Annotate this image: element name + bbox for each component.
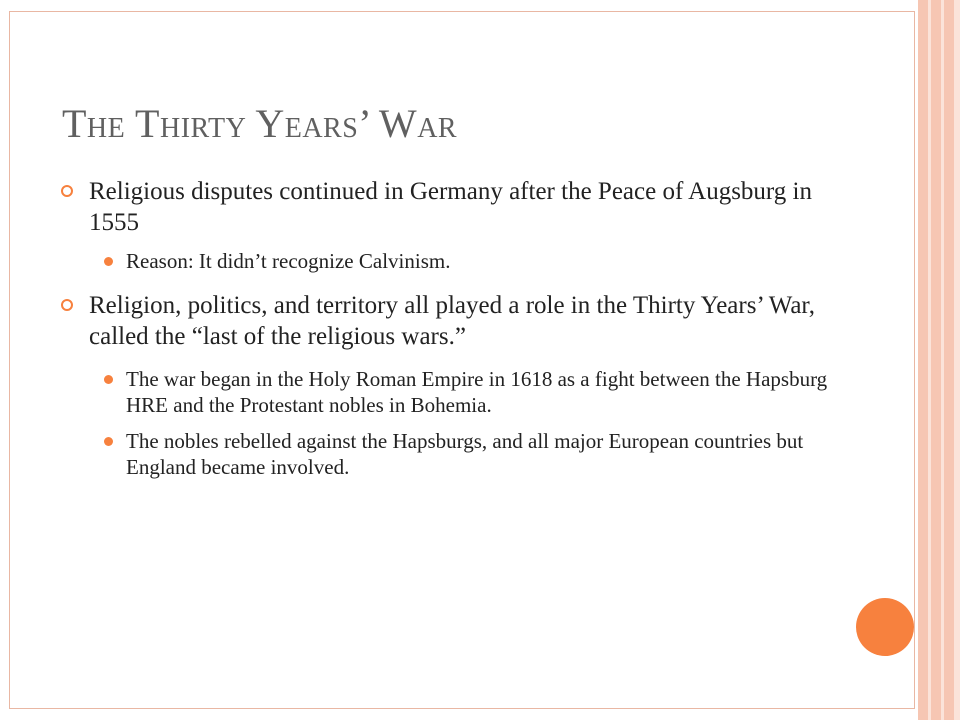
bullet-item <box>60 290 840 352</box>
sub-bullet-text: The nobles rebelled against the Hapsburgs, and all major European countries but England became involved. <box>126 429 804 479</box>
sub-bullet-text: The war began in the Holy Roman Empire in 1618 as a fight between the Hapsburg HRE and the Protestant nobles in Bohemia. <box>126 367 828 417</box>
slide-title: The Thirty Years’ War <box>62 101 458 146</box>
dot-bullet-icon <box>104 375 113 384</box>
accent-circle-icon <box>856 598 914 656</box>
sub-bullet-text: Reason: It didn’t recognize Calvinism. <box>126 249 451 273</box>
dot-bullet-icon <box>104 257 113 266</box>
dot-bullet-icon <box>104 437 113 446</box>
sub-bullet-item <box>60 248 840 274</box>
ring-bullet-icon <box>61 185 73 197</box>
decorative-stripe <box>918 0 928 720</box>
ring-bullet-icon <box>61 299 73 311</box>
decorative-stripe <box>931 0 941 720</box>
sub-bullet-item <box>60 428 840 480</box>
bullet-item <box>60 176 840 238</box>
decorative-stripe <box>954 0 960 720</box>
decorative-stripe <box>944 0 954 720</box>
bullet-text: Religious disputes continued in Germany after the Peace of Augsburg in 1555 <box>89 178 812 236</box>
sub-bullet-item <box>60 366 840 418</box>
bullet-text: Religion, politics, and territory all played a role in the Thirty Years’ War, called the “last of the religious wars.” <box>89 292 815 350</box>
slide-content <box>60 176 840 480</box>
